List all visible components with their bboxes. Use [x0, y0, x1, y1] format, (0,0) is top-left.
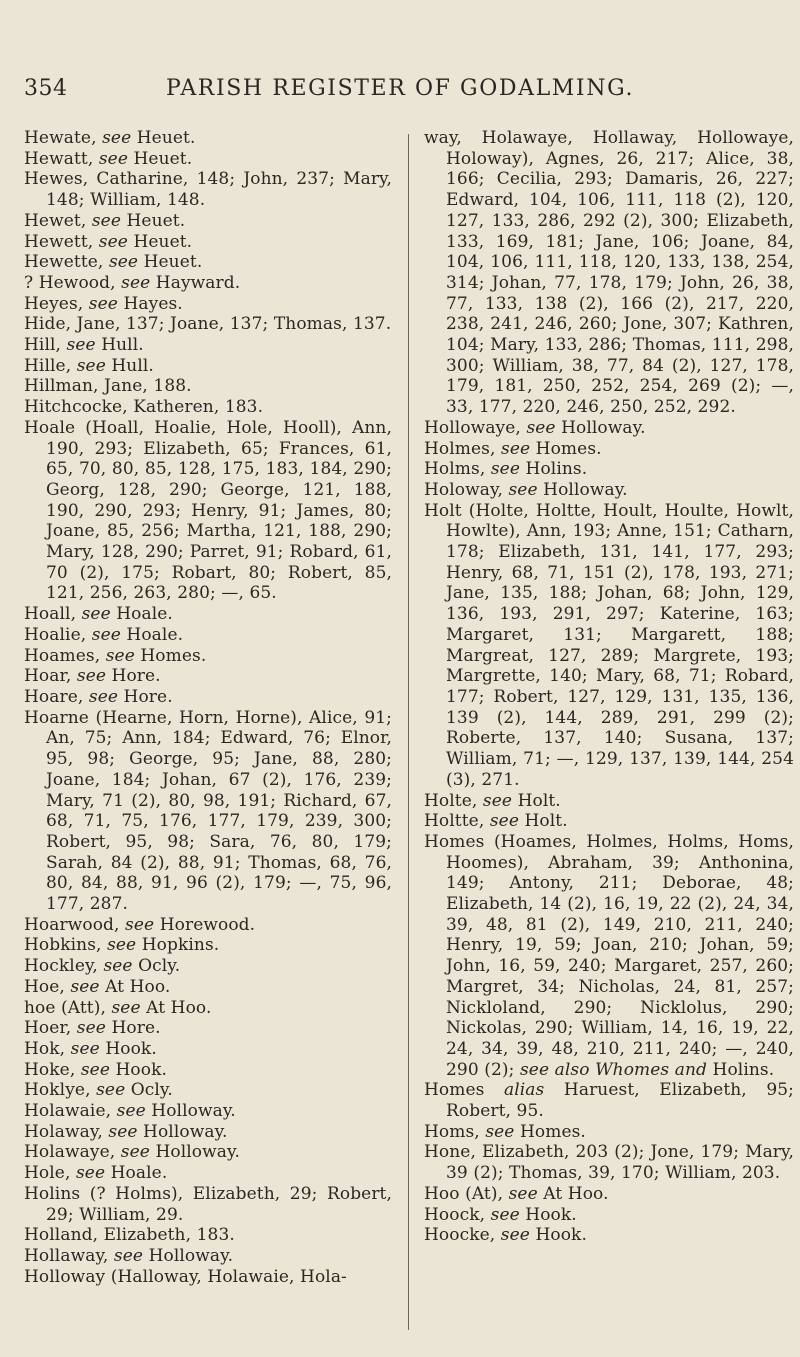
- index-entry: Hoall, see Hoale.: [24, 604, 173, 625]
- index-entry: Hewes, Catharine, 148; John, 237; Mary, 148; William, 148.: [24, 169, 392, 211]
- index-entry: Hockley, see Ocly.: [24, 956, 181, 977]
- index-entry: Hoar, see Hore.: [24, 666, 161, 687]
- index-entry: Holms, see Holins.: [424, 459, 588, 480]
- index-entry: Homes alias Haruest, Elizabeth, 95; Robert, 95.: [424, 1080, 794, 1122]
- index-entry: Hole, see Hoale.: [24, 1163, 168, 1184]
- index-entry: Hewatt, see Heuet.: [24, 148, 193, 169]
- index-entry: Hoer, see Hore.: [24, 1018, 161, 1039]
- index-entry: Holoway, see Holloway.: [424, 479, 628, 500]
- index-entry: Hoarne (Hearne, Horn, Horne), Alice, 91; An, 75; Ann, 184; Edward, 76; Elnor, 95, 98; George, 95; Jane, 88, 280; Joane, 184; Johan, 67 (2), 176, 239; Mary, 71 (2), 80, 98, 191; Richard, 67, 68, 71, 75, 176, 177, 179, 239, 300; Robert, 95, 98; Sara, 76, 80, 179; Sarah, 84 (2), 88, 91; Thomas, 68, 76, 80, 84, 88, 91, 96 (2), 179; —, 75, 96, 177, 287.: [24, 707, 392, 915]
- index-entry: Holins (? Holms), Elizabeth, 29; Robert, 29; William, 29.: [24, 1183, 392, 1225]
- index-entry: Heyes, see Hayes.: [24, 293, 183, 314]
- index-entry: Hoke, see Hook.: [24, 1059, 168, 1080]
- index-entry: Holte, see Holt.: [424, 790, 561, 811]
- index-entry: Hoocke, see Hook.: [424, 1225, 587, 1246]
- index-entry: Hille, see Hull.: [24, 355, 154, 376]
- index-entry: Hoames, see Homes.: [24, 645, 207, 666]
- index-entry: Hoo (At), see At Hoo.: [424, 1183, 609, 1204]
- index-entry: Hide, Jane, 137; Joane, 137; Thomas, 137.: [24, 314, 392, 335]
- index-entry: Holtte, see Holt.: [424, 811, 568, 832]
- index-entry: Hok, see Hook.: [24, 1038, 157, 1059]
- index-entry: Hill, see Hull.: [24, 335, 144, 356]
- index-entry: Hewett, see Heuet.: [24, 231, 193, 252]
- index-entry: Hoe, see At Hoo.: [24, 976, 171, 997]
- index-entry: Hollaway, see Holloway.: [24, 1245, 234, 1266]
- index-entry: Hollowaye, see Holloway.: [424, 417, 646, 438]
- index-entry: hoe (Att), see At Hoo.: [24, 997, 212, 1018]
- index-entry: Hitchcocke, Katheren, 183.: [24, 397, 264, 418]
- index-entry: Hewette, see Heuet.: [24, 252, 203, 273]
- index-entry: Holmes, see Homes.: [424, 438, 602, 459]
- index-entry: Homs, see Homes.: [424, 1121, 586, 1142]
- index-entry: Hoklye, see Ocly.: [24, 1080, 173, 1101]
- index-entry: way, Holawaye, Hollaway, Hollowaye, Holoway), Agnes, 26, 217; Alice, 38, 166; Cecilia, 293; Damaris, 26, 227; Edward, 104, 106, 111, 118 (2), 120, 127, 133, 286, 292 (2), 300; Elizabeth, 133, 169, 181; Jane, 106; Joane, 84, 104, 106, 111, 118, 120, 133, 138, 254, 314; Johan, 77, 178, 179; John, 26, 38, 77, 133, 138 (2), 166 (2), 217, 220, 238, 241, 246, 260; Jone, 307; Kathren, 104; Mary, 133, 286; Thomas, 111, 298, 300; William, 38, 77, 84 (2), 127, 178, 179, 181, 250, 252, 254, 269 (2); —, 33, 177, 220, 246, 250, 252, 292.: [424, 128, 794, 418]
- index-entry: Holloway (Halloway, Holawaie, Hola-: [24, 1266, 347, 1287]
- index-entry: Holawaye, see Holloway.: [24, 1142, 240, 1163]
- index-entry: Hillman, Jane, 188.: [24, 376, 192, 397]
- index-entry: Hoare, see Hore.: [24, 686, 173, 707]
- index-entry: ? Hewood, see Hayward.: [24, 272, 241, 293]
- index-column-right: [424, 128, 794, 1246]
- index-entry: Hoale (Hoall, Hoalie, Hole, Hooll), Ann, 190, 293; Elizabeth, 65; Frances, 61, 65, 70, 80, 85, 128, 175, 183, 184, 290; Georg, 128, 290; George, 121, 188, 190, 290, 293; Henry, 91; James, 80; Joane, 85, 256; Martha, 121, 188, 290; Mary, 128, 290; Parret, 91; Robard, 61, 70 (2), 175; Robart, 80; Robert, 85, 121, 256, 263, 280; —, 65.: [24, 417, 392, 604]
- running-title: PARISH REGISTER OF GODALMING.: [165, 76, 635, 101]
- index-entry: Holt (Holte, Holtte, Hoult, Houlte, Howlt, Howlte), Ann, 193; Anne, 151; Catharn, 178; Elizabeth, 131, 141, 177, 293; Henry, 68, 71, 151 (2), 178, 193, 271; Jane, 135, 188; Johan, 68; John, 129, 136, 193, 291, 297; Katerine, 163; Margaret, 131; Margarett, 188; Margreat, 127, 289; Margrete, 193; Margrette, 140; Mary, 68, 71; Robard, 177; Robert, 127, 129, 131, 135, 136, 139 (2), 144, 289, 291, 299 (2); Roberte, 137, 140; Susana, 137; William, 71; —, 129, 137, 139, 144, 254 (3), 271.: [424, 500, 794, 790]
- index-entry: Hewet, see Heuet.: [24, 210, 186, 231]
- index-entry: Hoalie, see Hoale.: [24, 624, 184, 645]
- page-number: 354: [24, 76, 68, 101]
- index-entry: Holland, Elizabeth, 183.: [24, 1225, 235, 1246]
- index-entry: Hoarwood, see Horewood.: [24, 914, 256, 935]
- index-column-left: [24, 128, 392, 1287]
- index-entry: Holawaie, see Holloway.: [24, 1101, 236, 1122]
- index-entry: Holaway, see Holloway.: [24, 1121, 228, 1142]
- index-entry: Homes (Hoames, Holmes, Holms, Homs, Hoomes), Abraham, 39; Anthonina, 149; Antony, 211; Deborae, 48; Elizabeth, 14 (2), 16, 19, 22 (2), 24, 34, 39, 48, 81 (2), 149, 210, 211, 240; Henry, 19, 59; Joan, 210; Johan, 59; John, 16, 59, 240; Margaret, 257, 260; Margret, 34; Nicholas, 24, 81, 257; Nickloland, 290; Nicklolus, 290; Nickolas, 290; William, 14, 16, 19, 22, 24, 34, 39, 48, 210, 211, 240; —, 240, 290 (2); see also Whomes and Holins.: [424, 831, 794, 1080]
- index-entry: Hewate, see Heuet.: [24, 128, 196, 148]
- page-header: [24, 76, 776, 110]
- column-divider: [408, 134, 409, 1330]
- index-entry: Hobkins, see Hopkins.: [24, 935, 220, 956]
- index-entry: Hone, Elizabeth, 203 (2); Jone, 179; Mary, 39 (2); Thomas, 39, 170; William, 203.: [424, 1142, 794, 1184]
- index-entry: Hoock, see Hook.: [424, 1204, 577, 1225]
